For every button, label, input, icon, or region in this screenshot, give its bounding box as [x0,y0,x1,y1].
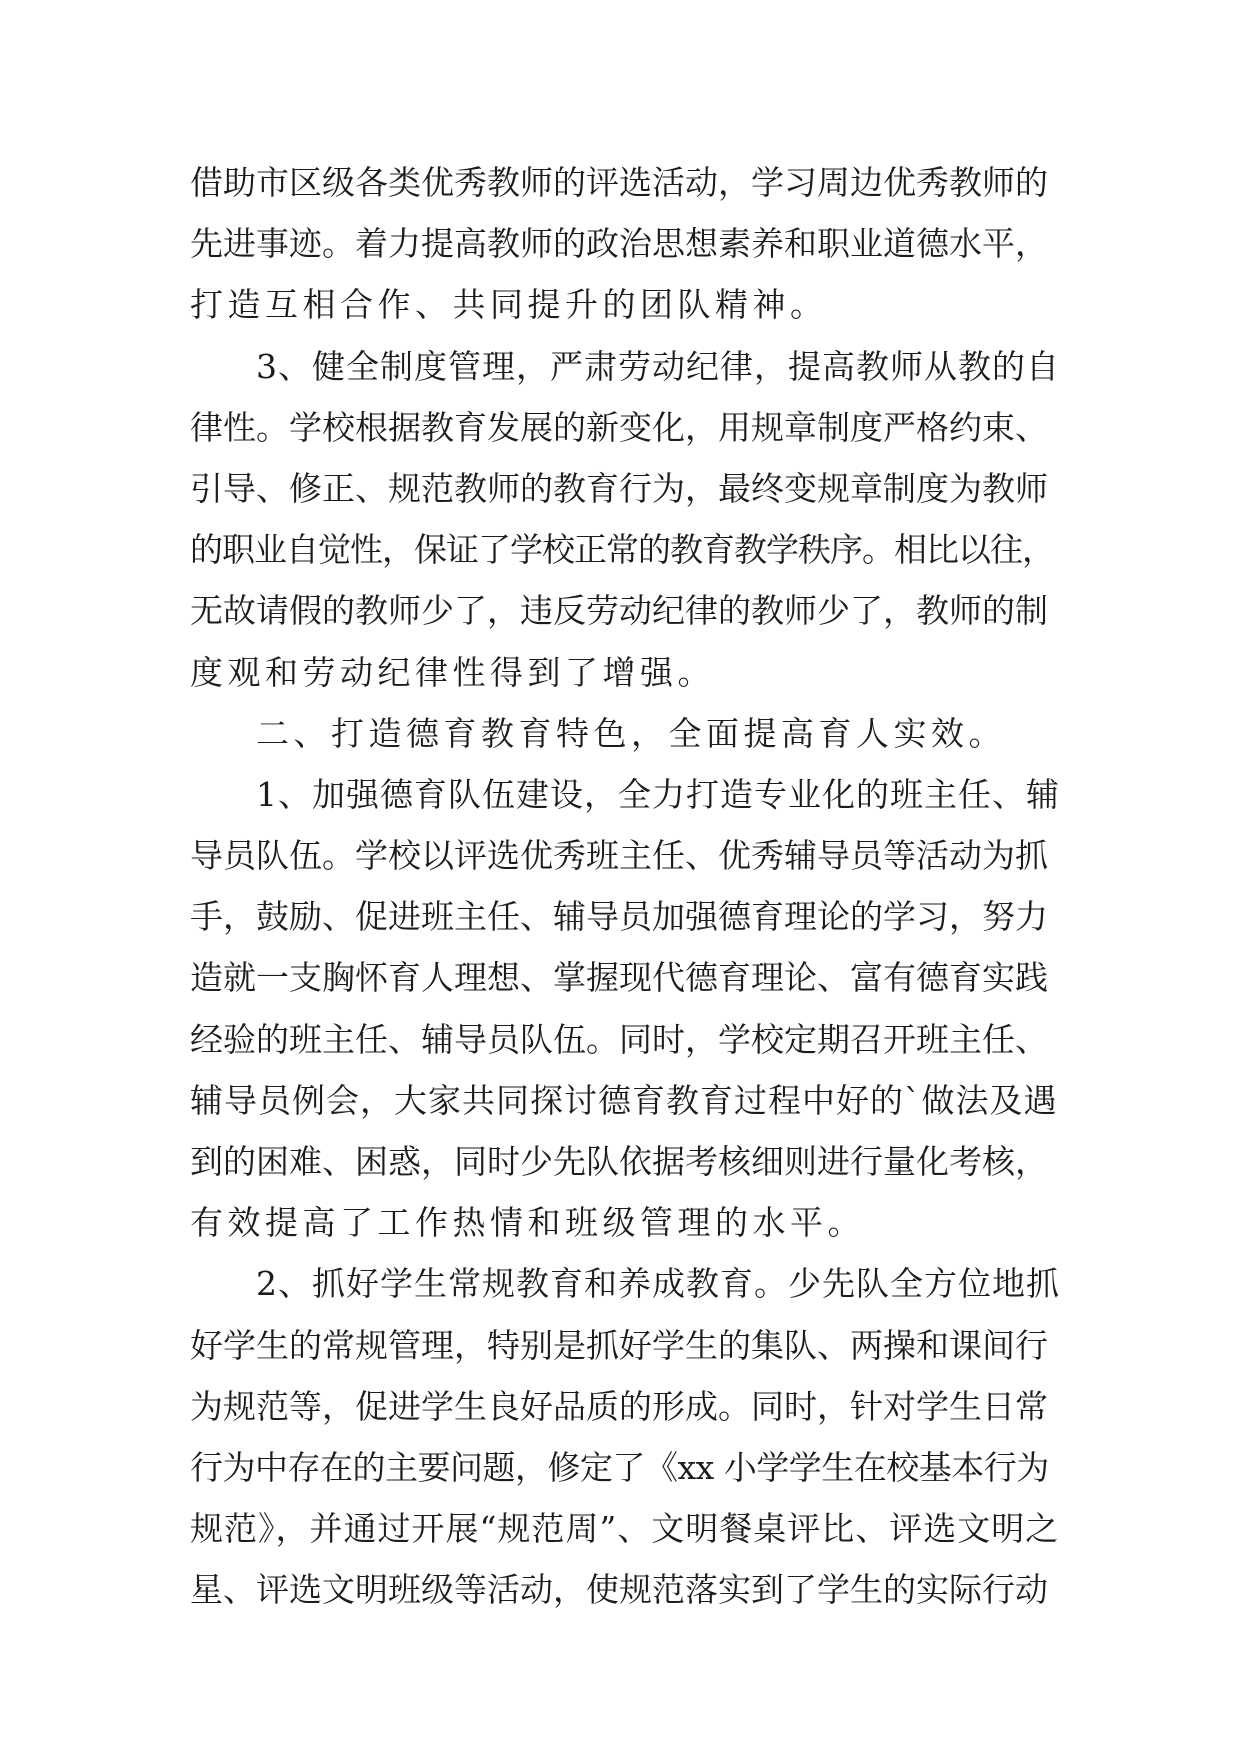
text-line: 导员队伍。学校以评选优秀班主任、优秀辅导员等活动为抓 [190,836,1048,876]
text-line: 好学生的常规管理，特别是抓好学生的集队、两操和课间行 [190,1325,1048,1365]
text-line: 有效提高了工作热情和班级管理的水平。 [190,1203,865,1243]
text-line: 1、加强德育队伍建设，全力打造专业化的班主任、辅 [256,774,1060,814]
text-line: 星、评选文明班级等活动，使规范落实到了学生的实际行动 [190,1570,1048,1610]
text-line: 到的困难、困惑，同时少先队依据考核细则进行量化考核， [190,1142,1048,1181]
text-line: 度观和劳动纪律性得到了增强。 [190,652,715,692]
text-line: 借助市区级各类优秀教师的评选活动，学习周边优秀教师的 [190,163,1048,202]
text-line: 打造互相合作、共同提升的团队精神。 [190,285,828,325]
text-line: 律性。学校根据教育发展的新变化，用规章制度严格约束、 [190,407,1048,447]
body-text [190,152,1060,1621]
text-line: 手，鼓励、促进班主任、辅导员加强德育理论的学习，努力 [190,897,1048,937]
text-line: 二、打造德育教育特色，全面提高育人实效。 [256,713,1006,753]
text-line: 为规范等，促进学生良好品质的形成。同时，针对学生日常 [190,1386,1048,1426]
text-line: 3、健全制度管理，严肃劳动纪律，提高教师从教的自 [256,346,1060,386]
text-line: 引导、修正、规范教师的教育行为，最终变规章制度为教师 [190,468,1048,508]
text-line: 的职业自觉性，保证了学校正常的教育教学秩序。相比以往， [190,530,1054,570]
text-line: 造就一支胸怀育人理想、掌握现代德育理论、富有德育实践 [190,958,1048,998]
text-line: 规范》，并通过开展“规范周”、文明餐桌评比、评选文明之 [190,1509,1060,1549]
text-line: 先进事迹。着力提高教师的政治思想素养和职业道德水平， [190,224,1048,264]
text-line: 经验的班主任、辅导员队伍。同时，学校定期召开班主任、 [190,1019,1048,1059]
text-line: 2、抓好学生常规教育和养成教育。少先队全方位地抓 [256,1264,1060,1304]
text-line: 辅导员例会，大家共同探讨德育教育过程中好的`做法及遇 [190,1080,1058,1120]
text-line: 无故请假的教师少了，违反劳动纪律的教师少了，教师的制 [190,591,1048,631]
text-line: 行为中存在的主要问题，修定了《xx 小学学生在校基本行为 [190,1447,1049,1487]
